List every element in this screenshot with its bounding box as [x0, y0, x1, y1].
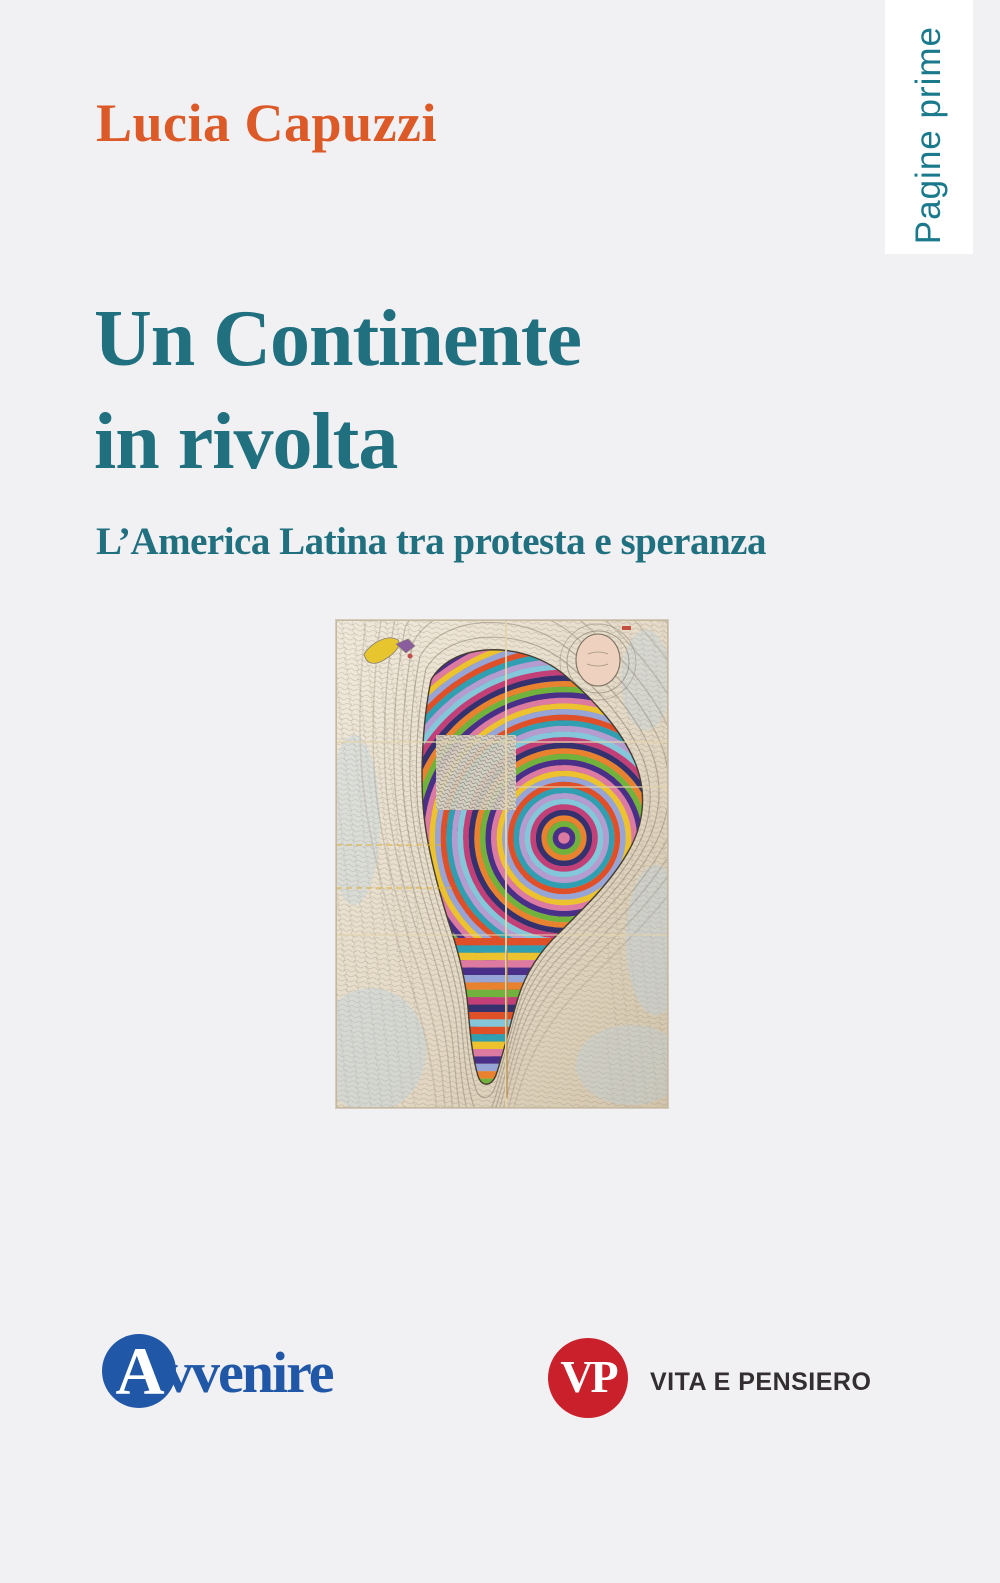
avvenire-initial: A — [115, 1333, 165, 1409]
book-subtitle: L’America Latina tra protesta e speranza — [96, 520, 766, 563]
vita-e-pensiero-logo — [548, 1338, 888, 1418]
vp-monogram: VP — [548, 1338, 628, 1418]
amazon-hatch-patch — [436, 735, 516, 810]
series-label-strip — [885, 0, 973, 254]
south-america-rings-art — [336, 620, 668, 1108]
vp-label: VITA E PENSIERO — [650, 1368, 872, 1396]
title-line1: Un Continente — [94, 295, 582, 383]
series-label: Pagine prime — [909, 25, 948, 244]
author-name: Lucia Capuzzi — [96, 93, 438, 153]
cover-artwork — [336, 620, 668, 1108]
title-line2: in rivolta — [94, 398, 398, 486]
avvenire-logo — [100, 1332, 390, 1412]
avvenire-wordmark: vvenire — [164, 1340, 333, 1405]
book-title — [94, 288, 581, 494]
